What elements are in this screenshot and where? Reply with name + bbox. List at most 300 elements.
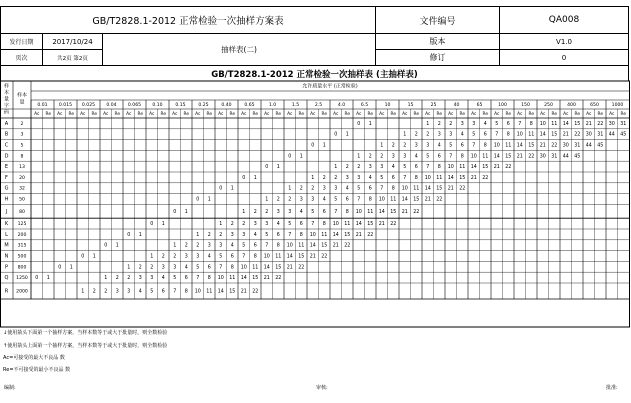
ac-value: 7 [311,222,315,228]
ac-value: 5 [426,154,430,160]
standard-title: GB/T2828.1-2012 正常检验一次抽样方案表 [0,6,375,33]
re-value: 11 [275,254,282,260]
ac-value: 44 [585,143,592,149]
re-value: 1 [46,276,50,282]
ac-value: 21 [516,154,523,160]
aql-value: 25 [430,103,437,108]
ac-label: Ac [356,112,362,117]
re-value: 1 [161,222,165,228]
re-label: Re [206,112,212,117]
ac-label: Ac [609,112,615,117]
ac-value: 1 [81,289,85,295]
doc-no: QA008 [499,6,629,33]
ac-value: 10 [493,143,500,149]
re-value: 4 [483,121,487,127]
re-value: 31 [574,143,581,149]
re-value: 3 [345,175,349,181]
re-value: 15 [344,232,351,238]
note-down-arrow: ↓使用箭头下面第一个抽样方案，当样本数等于或大于批量时，则全数检验 [3,330,168,336]
ac-value: 10 [355,209,362,215]
re-label: Re [298,112,304,117]
reviewed-by-label: 审核: [316,385,328,391]
ac-label: Ac [448,112,454,117]
ac-value: 14 [378,209,385,215]
re-value: 22 [597,121,604,127]
ac-value: 0 [35,276,39,282]
ac-value: 14 [263,265,270,271]
re-value: 3 [161,265,165,271]
re-value: 8 [276,243,280,249]
re-value: 11 [298,243,305,249]
ac-value: 10 [240,265,247,271]
ac-value: 2 [104,289,108,295]
prepared-by-label: 编制: [4,385,16,391]
ac-value: 5 [403,165,407,171]
re-value: 8 [529,121,533,127]
re-value: 22 [574,132,581,138]
re-value: 1 [69,265,73,271]
re-value: 2 [207,232,211,238]
code-letter: P [4,264,9,271]
row-header-code-char: 码 [3,109,10,116]
code-letter: R [4,288,9,295]
row-header-code-char: 本 [3,90,10,96]
ac-value: 3 [288,209,292,215]
ac-value: 21 [332,243,339,249]
re-value: 8 [345,209,349,215]
ac-value: 10 [516,132,523,138]
re-value: 3 [299,197,303,203]
re-value: 6 [391,175,395,181]
re-value: 2 [322,175,326,181]
ac-value: 10 [332,222,339,228]
ac-label: Ac [333,112,339,117]
re-value: 22 [551,143,558,149]
aql-value: 4.0 [337,103,346,108]
re-value: 11 [413,186,420,192]
ac-value: 2 [196,243,200,249]
re-value: 4 [414,154,418,160]
re-value: 11 [436,175,443,181]
ac-value: 10 [447,165,454,171]
ac-label: Ac [402,112,408,117]
ac-value: 10 [217,276,224,282]
ac-value: 21 [401,209,408,215]
re-value: 11 [551,121,558,127]
ac-value: 7 [265,243,269,249]
re-value: 2 [184,243,188,249]
re-value: 2 [368,154,372,160]
ac-value: 1 [127,265,131,271]
re-value: 1 [368,121,372,127]
ac-value: 14 [562,121,569,127]
re-value: 15 [482,165,489,171]
aql-value: 2.5 [314,103,323,108]
re-value: 6 [253,243,257,249]
code-letter: H [4,196,9,203]
ac-value: 14 [355,222,362,228]
aql-value: 150 [521,103,530,108]
ac-label: Ac [218,112,224,117]
re-value: 11 [528,132,535,138]
re-value: 22 [298,265,305,271]
revision-label: 修订 [375,49,499,65]
aql-value: 0.01 [37,103,48,108]
aql-value: 10 [384,103,391,108]
ac-value: 2 [150,265,154,271]
row-header-code-char: 样 [3,83,10,90]
ac-label: Ac [149,112,155,117]
re-value: 22 [390,222,397,228]
re-label: Re [551,112,557,117]
ac-value: 44 [562,154,569,160]
ac-value: 3 [449,132,453,138]
ac-value: 5 [357,186,361,192]
re-value: 3 [391,154,395,160]
re-value: 1 [184,209,188,215]
re-label: Re [413,112,419,117]
re-label: Re [574,112,580,117]
version: V1.0 [499,33,629,49]
aql-value: 650 [590,103,599,108]
re-value: 22 [344,243,351,249]
ac-value: 14 [401,197,408,203]
ac-value: 3 [472,121,476,127]
re-value: 1 [207,197,211,203]
aql-value: 40 [453,103,460,108]
ac-value: 7 [426,165,430,171]
ac-value: 5 [242,243,246,249]
ac-value: 2 [426,132,430,138]
re-label: Re [367,112,373,117]
re-label: Re [275,112,281,117]
ac-value: 0 [265,165,269,171]
ac-label: Ac [379,112,385,117]
re-value: 45 [620,132,627,138]
re-value: 22 [459,186,466,192]
ac-value: 14 [332,232,339,238]
row-header-size: 样本 [16,92,28,99]
re-value: 15 [275,265,282,271]
ac-label: Ac [172,112,178,117]
ac-value: 5 [334,197,338,203]
ac-value: 2 [288,197,292,203]
ac-value: 7 [242,254,246,260]
aql-value: 0.40 [221,103,232,108]
re-value: 15 [252,276,259,282]
ac-value: 7 [196,276,200,282]
ac-value: 21 [493,165,500,171]
re-value: 2 [92,289,96,295]
row-header-code-char: 字 [3,103,10,109]
ac-value: 10 [194,289,201,295]
ac-value: 1 [311,175,315,181]
ac-value: 30 [562,143,569,149]
re-value: 8 [483,143,487,149]
aql-value: 0.065 [127,103,142,108]
ac-value: 2 [265,209,269,215]
ac-label: Ac [517,112,523,117]
re-value: 1 [299,154,303,160]
aql-value: 0.04 [106,103,117,108]
ac-value: 7 [495,132,499,138]
re-value: 15 [321,243,328,249]
ac-value: 3 [242,232,246,238]
ac-value: 3 [334,186,338,192]
ac-value: 5 [196,265,200,271]
ac-value: 10 [424,175,431,181]
ac-value: 7 [472,143,476,149]
sample-size: 2 [20,121,24,127]
ac-value: 0 [311,143,315,149]
ac-label: Ac [494,112,500,117]
ac-value: 2 [311,186,315,192]
re-label: Re [505,112,511,117]
ac-value: 2 [242,222,246,228]
code-letter: N [4,253,9,260]
sample-size: 13 [19,165,25,171]
re-value: 15 [459,175,466,181]
re-value: 8 [299,232,303,238]
re-value: 15 [574,121,581,127]
ac-value: 1 [403,132,407,138]
aql-value: 100 [498,103,507,108]
ac-value: 21 [263,276,270,282]
ac-value: 1 [104,276,108,282]
ac-value: 44 [608,132,615,138]
re-value: 6 [483,132,487,138]
ac-value: 0 [104,243,108,249]
re-value: 8 [230,265,234,271]
re-value: 8 [437,165,441,171]
code-letter: D [4,153,9,160]
re-value: 11 [321,232,328,238]
re-value: 6 [345,197,349,203]
re-value: 4 [345,186,349,192]
aql-value: 0.25 [198,103,209,108]
sample-size: 50 [19,197,25,203]
re-value: 2 [391,143,395,149]
re-value: 45 [574,154,581,160]
re-label: Re [91,112,97,117]
re-value: 11 [459,165,466,171]
re-value: 4 [391,165,395,171]
re-value: 1 [230,186,234,192]
ac-label: Ac [540,112,546,117]
re-value: 8 [460,154,464,160]
re-value: 15 [528,143,535,149]
ac-value: 14 [240,276,247,282]
re-value: 3 [368,165,372,171]
code-letter: C [4,142,9,149]
re-value: 6 [322,209,326,215]
re-value: 22 [321,254,328,260]
re-value: 6 [460,143,464,149]
ac-label: Ac [80,112,86,117]
re-value: 11 [229,276,236,282]
re-value: 4 [368,175,372,181]
re-value: 15 [413,197,420,203]
ac-value: 30 [585,132,592,138]
ac-value: 5 [311,209,315,215]
re-value: 4 [460,132,464,138]
re-value: 31 [551,154,558,160]
re-label: Re [114,112,120,117]
ac-value: 0 [242,175,246,181]
ac-value: 5 [150,289,154,295]
re-value: 4 [230,243,234,249]
ac-value: 14 [539,132,546,138]
ac-value: 2 [219,232,223,238]
re-value: 22 [413,209,420,215]
ac-value: 30 [608,121,615,127]
sample-size: 200 [17,232,27,238]
ac-value: 7 [403,175,407,181]
re-label: Re [137,112,143,117]
ac-value: 7 [449,154,453,160]
re-value: 2 [299,186,303,192]
re-value: 4 [437,143,441,149]
ac-value: 21 [378,222,385,228]
ac-value: 1 [288,186,292,192]
code-letter: M [4,242,9,249]
re-label: Re [229,112,235,117]
ac-value: 14 [424,186,431,192]
aql-value: 65 [476,103,483,108]
re-value: 2 [414,132,418,138]
ac-value: 3 [196,254,200,260]
re-value: 6 [506,121,510,127]
ac-value: 21 [424,197,431,203]
re-label: Re [321,112,327,117]
aql-value: 400 [567,103,576,108]
re-label: Re [436,112,442,117]
ac-label: Ac [471,112,477,117]
ac-value: 5 [173,276,177,282]
ac-value: 5 [265,232,269,238]
ac-value: 7 [173,289,177,295]
re-value: 15 [436,186,443,192]
ac-value: 5 [288,222,292,228]
re-value: 22 [482,175,489,181]
re-value: 3 [276,209,280,215]
sample-size: 315 [17,243,27,249]
ac-value: 3 [127,289,131,295]
re-value: 22 [505,165,512,171]
ac-value: 0 [81,254,85,260]
ac-value: 3 [173,265,177,271]
re-value: 6 [299,222,303,228]
ac-value: 2 [449,121,453,127]
re-value: 8 [368,197,372,203]
ac-value: 0 [357,121,361,127]
ac-value: 10 [401,186,408,192]
re-value: 4 [161,276,165,282]
ac-value: 10 [286,243,293,249]
re-label: Re [344,112,350,117]
re-value: 11 [252,265,259,271]
sample-size: 1250 [16,276,28,282]
sample-size: 20 [19,175,25,181]
ac-value: 1 [219,222,223,228]
re-label: Re [160,112,166,117]
re-value: 11 [206,289,213,295]
re-value: 6 [161,289,165,295]
sample-size: 8 [20,154,24,160]
ac-value: 1 [173,243,177,249]
sheet-name: 抽样表(二) [102,33,375,65]
issue-date: 2017/10/24 [42,33,102,49]
re-value: 3 [253,222,257,228]
re-value: 1 [115,243,119,249]
re-value: 6 [230,254,234,260]
ac-value: 3 [380,165,384,171]
re-label: Re [620,112,626,117]
re-value: 31 [597,132,604,138]
aql-header: 允许质量水平 (正常检验) [302,83,358,90]
re-value: 4 [138,289,142,295]
sample-size: 5 [20,143,24,149]
ac-value: 3 [265,222,269,228]
ac-value: 2 [403,143,407,149]
ac-value: 10 [263,254,270,260]
re-value: 2 [276,197,280,203]
ac-value: 2 [380,154,384,160]
aql-value: 0.015 [58,103,73,108]
re-label: Re [459,112,465,117]
ac-value: 0 [58,265,62,271]
pages-label: 页次 [0,49,42,65]
aql-value: 0.65 [244,103,255,108]
re-value: 11 [367,209,374,215]
re-label: Re [68,112,74,117]
ac-value: 21 [470,175,477,181]
re-value: 6 [368,186,372,192]
re-label: Re [252,112,258,117]
re-value: 3 [115,289,119,295]
ac-value: 3 [426,143,430,149]
revision: 0 [499,49,629,65]
ac-value: 21 [539,143,546,149]
re-value: 6 [437,154,441,160]
ac-value: 5 [380,175,384,181]
sample-size: 125 [17,222,27,228]
re-value: 45 [597,143,604,149]
ac-label: Ac [57,112,63,117]
ac-label: Ac [195,112,201,117]
table-title: GB/T2828.1-2012 正常检验一次抽样表 (主抽样表) [0,65,629,81]
re-value: 15 [367,222,374,228]
ac-value: 21 [309,254,316,260]
re-label: Re [482,112,488,117]
ac-label: Ac [563,112,569,117]
ac-value: 14 [447,175,454,181]
ac-value: 10 [309,232,316,238]
ac-value: 0 [196,197,200,203]
ac-value: 5 [449,143,453,149]
ac-label: Ac [264,112,270,117]
ac-value: 7 [518,121,522,127]
ac-label: Ac [586,112,592,117]
re-value: 15 [390,209,397,215]
re-value: 4 [322,197,326,203]
re-value: 3 [230,232,234,238]
ac-value: 21 [240,289,247,295]
re-value: 3 [414,143,418,149]
ac-value: 0 [173,209,177,215]
ac-value: 3 [357,175,361,181]
ac-value: 1 [265,197,269,203]
